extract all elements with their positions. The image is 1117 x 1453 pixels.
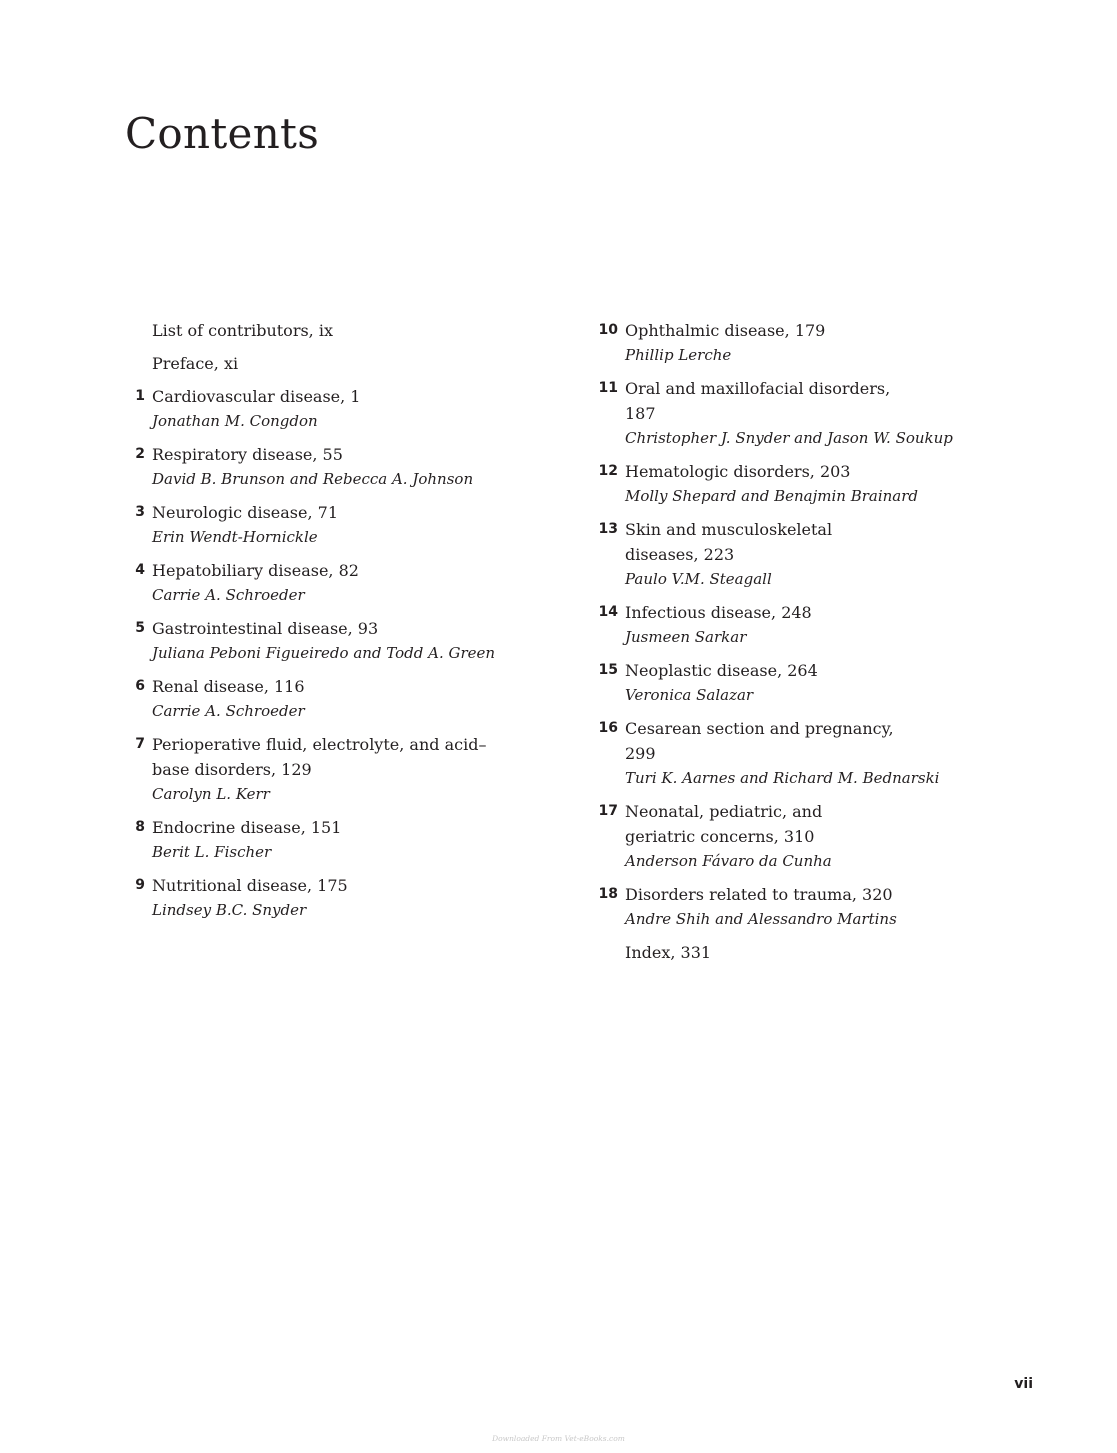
page-title: Contents <box>125 109 320 158</box>
chapter-title: Disorders related to trauma, 320 <box>625 885 893 904</box>
toc-entry[interactable] <box>126 384 546 434</box>
toc-entry[interactable] <box>594 716 1024 791</box>
chapter-number: 12 <box>598 463 618 479</box>
chapter-author: Juliana Peboni Figueiredo and Todd A. Green <box>152 644 496 662</box>
chapter-author: Anderson Fávaro da Cunha <box>625 852 832 870</box>
chapter-author: Carrie A. Schroeder <box>152 586 305 604</box>
chapter-number: 10 <box>598 322 618 338</box>
toc-entry[interactable] <box>594 318 1024 368</box>
chapter-title: Oral and maxillofacial disorders, 187 <box>625 379 891 423</box>
chapter-title: Preface, xi <box>152 354 239 373</box>
toc-entry[interactable] <box>126 873 546 923</box>
toc-entry[interactable] <box>126 732 546 807</box>
toc-left-column <box>126 318 546 931</box>
toc-entry[interactable] <box>126 815 546 865</box>
chapter-number: 1 <box>135 388 145 404</box>
toc-entry[interactable] <box>126 351 546 376</box>
chapter-author: Turi K. Aarnes and Richard M. Bednarski <box>625 769 940 787</box>
toc-entry[interactable] <box>594 882 1024 932</box>
toc-entry[interactable] <box>594 517 1024 592</box>
toc-entry[interactable] <box>126 558 546 608</box>
chapter-number: 15 <box>598 662 618 678</box>
chapter-author: Paulo V.M. Steagall <box>625 570 772 588</box>
chapter-title: Cardiovascular disease, 1 <box>152 387 361 406</box>
chapter-author: Erin Wendt-Hornickle <box>152 528 318 546</box>
chapter-author: Andre Shih and Alessandro Martins <box>625 910 897 928</box>
chapter-number: 3 <box>135 504 145 520</box>
toc-entry[interactable] <box>126 616 546 666</box>
toc-entry[interactable] <box>594 600 1024 650</box>
toc-entry[interactable] <box>594 799 1024 874</box>
chapter-title: Neonatal, pediatric, and geriatric concerns, 310 <box>625 802 823 846</box>
chapter-author: Carolyn L. Kerr <box>152 785 270 803</box>
chapter-number: 18 <box>598 886 618 902</box>
toc-entry[interactable] <box>126 500 546 550</box>
toc-entry[interactable] <box>594 376 1024 451</box>
chapter-title: Respiratory disease, 55 <box>152 445 343 464</box>
chapter-title: Nutritional disease, 175 <box>152 876 348 895</box>
chapter-number: 7 <box>135 736 145 752</box>
chapter-number: 14 <box>598 604 618 620</box>
chapter-author: Phillip Lerche <box>625 346 732 364</box>
chapter-number: 13 <box>598 521 618 537</box>
chapter-author: Lindsey B.C. Snyder <box>152 901 307 919</box>
chapter-title: Skin and musculoskeletal diseases, 223 <box>625 520 833 564</box>
chapter-title: Ophthalmic disease, 179 <box>625 321 826 340</box>
chapter-author: Christopher J. Snyder and Jason W. Soukup <box>625 429 953 447</box>
chapter-author: Veronica Salazar <box>625 686 754 704</box>
chapter-number: 9 <box>135 877 145 893</box>
chapter-title: Gastrointestinal disease, 93 <box>152 619 379 638</box>
watermark: Downloaded From Vet-eBooks.com <box>492 1434 625 1443</box>
chapter-number: 4 <box>135 562 145 578</box>
chapter-title: Neurologic disease, 71 <box>152 503 338 522</box>
chapter-title: Perioperative fluid, electrolyte, and acid–base disorders, 129 <box>152 735 487 779</box>
toc-entry[interactable] <box>594 940 1024 965</box>
chapter-title: Index, 331 <box>625 943 712 962</box>
chapter-author: David B. Brunson and Rebecca A. Johnson <box>152 470 474 488</box>
chapter-title: Hematologic disorders, 203 <box>625 462 851 481</box>
chapter-title: Endocrine disease, 151 <box>152 818 342 837</box>
chapter-author: Jonathan M. Congdon <box>152 412 318 430</box>
page-number: vii <box>1014 1376 1033 1392</box>
chapter-title: List of contributors, ix <box>152 321 333 340</box>
chapter-author: Molly Shepard and Benajmin Brainard <box>625 487 919 505</box>
chapter-title: Renal disease, 116 <box>152 677 305 696</box>
chapter-author: Berit L. Fischer <box>152 843 272 861</box>
toc-entry[interactable] <box>594 658 1024 708</box>
chapter-number: 11 <box>598 380 618 396</box>
toc-entry[interactable] <box>126 318 546 343</box>
chapter-author: Carrie A. Schroeder <box>152 702 305 720</box>
chapter-author: Jusmeen Sarkar <box>625 628 747 646</box>
chapter-title: Cesarean section and pregnancy, 299 <box>625 719 894 763</box>
chapter-number: 5 <box>135 620 145 636</box>
chapter-title: Neoplastic disease, 264 <box>625 661 818 680</box>
toc-entry[interactable] <box>126 674 546 724</box>
chapter-number: 8 <box>135 819 145 835</box>
chapter-number: 6 <box>135 678 145 694</box>
toc-right-column <box>594 318 1024 973</box>
chapter-number: 2 <box>135 446 145 462</box>
chapter-title: Infectious disease, 248 <box>625 603 812 622</box>
chapter-number: 17 <box>598 803 618 819</box>
chapter-title: Hepatobiliary disease, 82 <box>152 561 359 580</box>
toc-entry[interactable] <box>594 459 1024 509</box>
toc-entry[interactable] <box>126 442 546 492</box>
chapter-number: 16 <box>598 720 618 736</box>
